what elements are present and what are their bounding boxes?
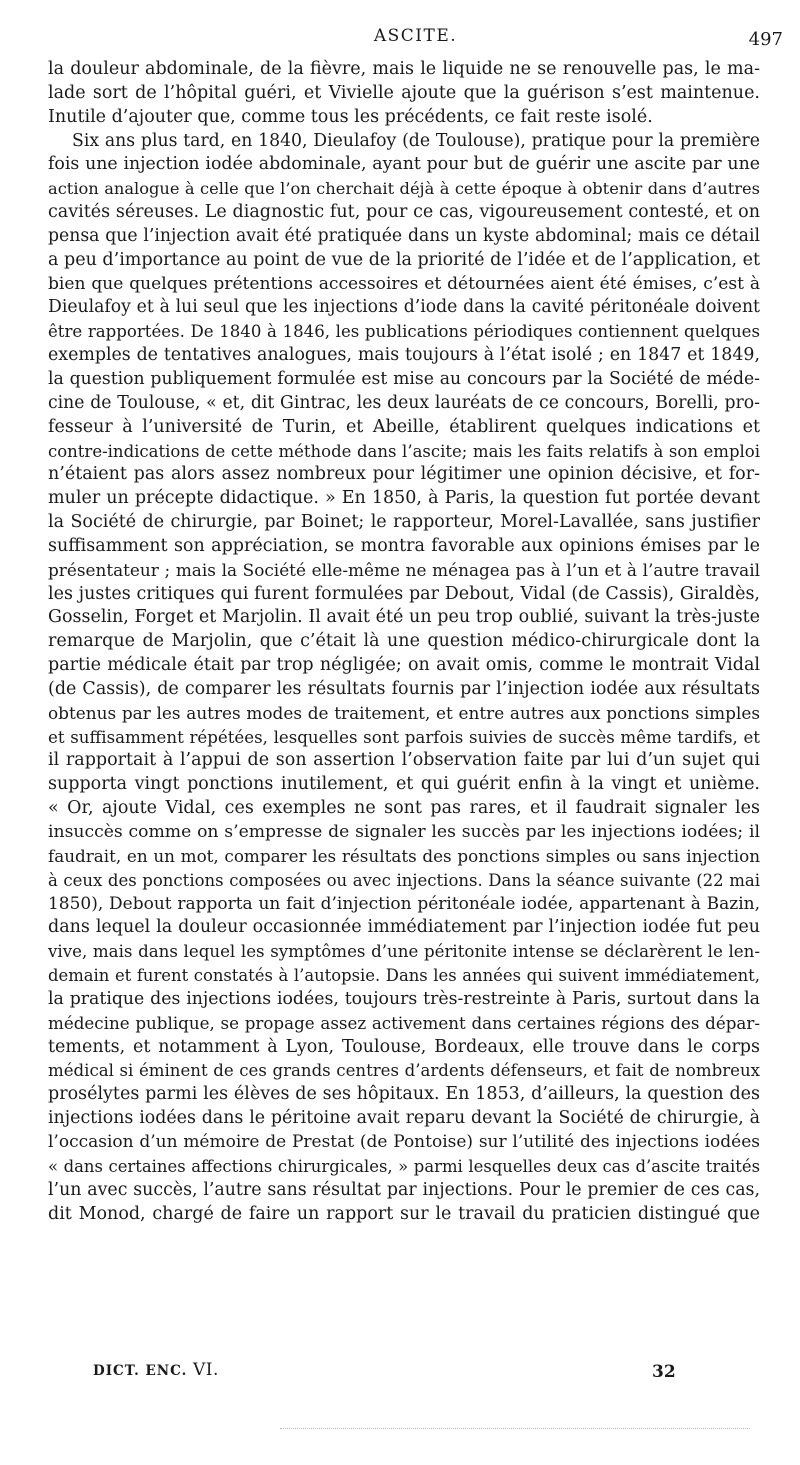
text-line: vive, mais dans lequel les symptômes d’une péritonite intense se déclarèrent le len- — [48, 942, 760, 962]
text-line: fois une injection iodée abdominale, ayant pour but de guérir une ascite par une — [48, 154, 760, 175]
text-line: injections iodées dans le péritoine avait reparu devant la Société de chirurgie, à — [48, 1108, 760, 1129]
text-line: a peu d’importance au point de vue de la priorité de l’idée et de l’application, et — [48, 249, 760, 270]
text-line: Dieulafoy et à lui seul que les injections d’iode dans la cavité péritonéale doivent — [48, 297, 760, 318]
text-line: à ceux des ponctions composées ou avec injections. Dans la séance suivante (22 mai — [48, 870, 760, 890]
text-line: l’occasion d’un mémoire de Prestat (de Pontoise) sur l’utilité des injections iodées — [48, 1131, 760, 1152]
text-line: (de Cassis), de comparer les résultats fournis par l’injection iodée aux résultats — [48, 678, 760, 699]
text-line: Inutile d’ajouter que, comme tous les précédents, ce fait reste isolé. — [48, 106, 653, 127]
text-line: la Société de chirurgie, par Boinet; le rapporteur, Morel-Lavallée, sans justifier — [48, 512, 760, 533]
text-line: médical si éminent de ces grands centres d’ardents défenseurs, et fait de nombreux — [48, 1061, 760, 1081]
text-line: il rapportait à l’appui de son assertion l’observation faite par lui d’un sujet qui — [48, 750, 760, 771]
text-line: partie médicale était par trop négligée; on avait omis, comme le montrait Vidal — [48, 655, 760, 676]
text-line: fesseur à l’université de Turin, et Abeille, établirent quelques indications et — [48, 416, 760, 437]
text-line: Gosselin, Forget et Marjolin. Il avait été un peu trop oublié, suivant la très-juste — [48, 607, 760, 628]
text-line: exemples de tentatives analogues, mais toujours à l’état isolé ; en 1847 et 1849, — [48, 345, 760, 366]
signature-label: DICT. ENC. — [93, 1363, 188, 1379]
text-line: cavités séreuses. Le diagnostic fut, pour ce cas, vigoureusement contesté, et on — [48, 202, 760, 223]
text-line: muler un précepte didactique. » En 1850, à Paris, la question fut portée devant — [48, 488, 760, 509]
text-line: présentateur ; mais la Société elle-même ne ménagea pas à l’un et à l’autre travail — [48, 559, 760, 580]
text-line: la question publiquement formulée est mise au concours par la Société de méde- — [48, 368, 760, 389]
volume-number: VI. — [193, 1360, 219, 1380]
text-line: l’un avec succès, l’autre sans résultat par injections. Pour le premier de ces cas, — [48, 1179, 760, 1200]
printer-signature — [93, 1360, 219, 1380]
text-line: « dans certaines affections chirurgicales, » parmi lesquelles deux cas d’ascite traités — [48, 1156, 760, 1176]
text-line: « Or, ajoute Vidal, ces exemples ne sont pas rares, et il faudrait signaler les — [48, 798, 760, 819]
bottom-dotted-rule — [280, 1428, 750, 1429]
running-head — [48, 26, 783, 56]
text-line: la pratique des injections iodées, toujours très-restreinte à Paris, surtout dans la — [48, 988, 760, 1009]
text-line: dit Monod, chargé de faire un rapport sur le travail du praticien distingué que — [48, 1203, 760, 1224]
text-line: remarque de Marjolin, que c’était là une question médico-chirurgicale dont la — [48, 631, 760, 652]
text-line: dans lequel la douleur occasionnée immédiatement par l’injection iodée fut peu — [48, 917, 760, 938]
text-line: pensa que l’injection avait été pratiquée dans un kyste abdominal; mais ce détail — [48, 225, 760, 246]
text-line: lade sort de l’hôpital guéri, et Vivielle ajoute que la guérison s’est maintenue. — [48, 82, 760, 103]
text-line: tements, et notamment à Lyon, Toulouse, Bordeaux, elle trouve dans le corps — [48, 1036, 760, 1057]
text-line: bien que quelques prétentions accessoires et détournées aient été émises, c’est à — [48, 273, 760, 294]
running-title: ASCITE. — [373, 26, 458, 46]
text-line: 1850), Debout rapporta un fait d’injection péritonéale iodée, appartenant à Bazin, — [48, 893, 760, 914]
text-line: supporta vingt ponctions inutilement, et qui guérit enfin à la vingt et unième. — [48, 774, 760, 795]
text-line: médecine publique, se propage assez activement dans certaines régions des dépar- — [48, 1012, 760, 1033]
text-line: demain et furent constatés à l’autopsie. Dans les années qui suivent immédiatement, — [48, 966, 760, 986]
text-line: obtenus par les autres modes de traitement, et entre autres aux ponctions simples — [48, 702, 760, 723]
paragraph-start-line: Six ans plus tard, en 1840, Dieulafoy (de Toulouse), pratique pour la première — [72, 130, 760, 151]
text-line: et suffisamment répétées, lesquelles sont parfois suivies de succès même tardifs, et — [48, 727, 760, 747]
text-line: faudrait, en un mot, comparer les résultats des ponctions simples ou sans injection — [48, 845, 760, 866]
text-line: n’étaient pas alors assez nombreux pour légitimer une opinion décisive, et for- — [48, 464, 760, 485]
page-number: 497 — [748, 29, 783, 50]
text-line: contre-indications de cette méthode dans l’ascite; mais les faits relatifs à son emploi — [48, 441, 760, 461]
text-line: suffisamment son appréciation, se montra favorable aux opinions émises par le — [48, 535, 760, 556]
text-line: cine de Toulouse, « et, dit Gintrac, les deux lauréats de ce concours, Borelli, pro- — [48, 392, 760, 413]
text-line: action analogue à celle que l’on cherchait déjà à cette époque à obtenir dans d’autres — [48, 179, 760, 199]
text-line: prosélytes parmi les élèves de ses hôpitaux. En 1853, d’ailleurs, la question des — [48, 1084, 760, 1105]
text-line: la douleur abdominale, de la fièvre, mais le liquide ne se renouvelle pas, le ma- — [48, 59, 760, 79]
sheet-number: 32 — [652, 1362, 676, 1382]
text-line: insuccès comme on s’empresse de signaler les succès par les injections iodées; il — [48, 822, 760, 842]
text-line: les justes critiques qui furent formulées par Debout, Vidal (de Cassis), Giraldès, — [48, 583, 760, 604]
page-footer — [48, 1358, 760, 1388]
body-text — [48, 58, 760, 1226]
text-line: être rapportées. De 1840 à 1846, les publications périodiques contiennent quelques — [48, 322, 760, 342]
